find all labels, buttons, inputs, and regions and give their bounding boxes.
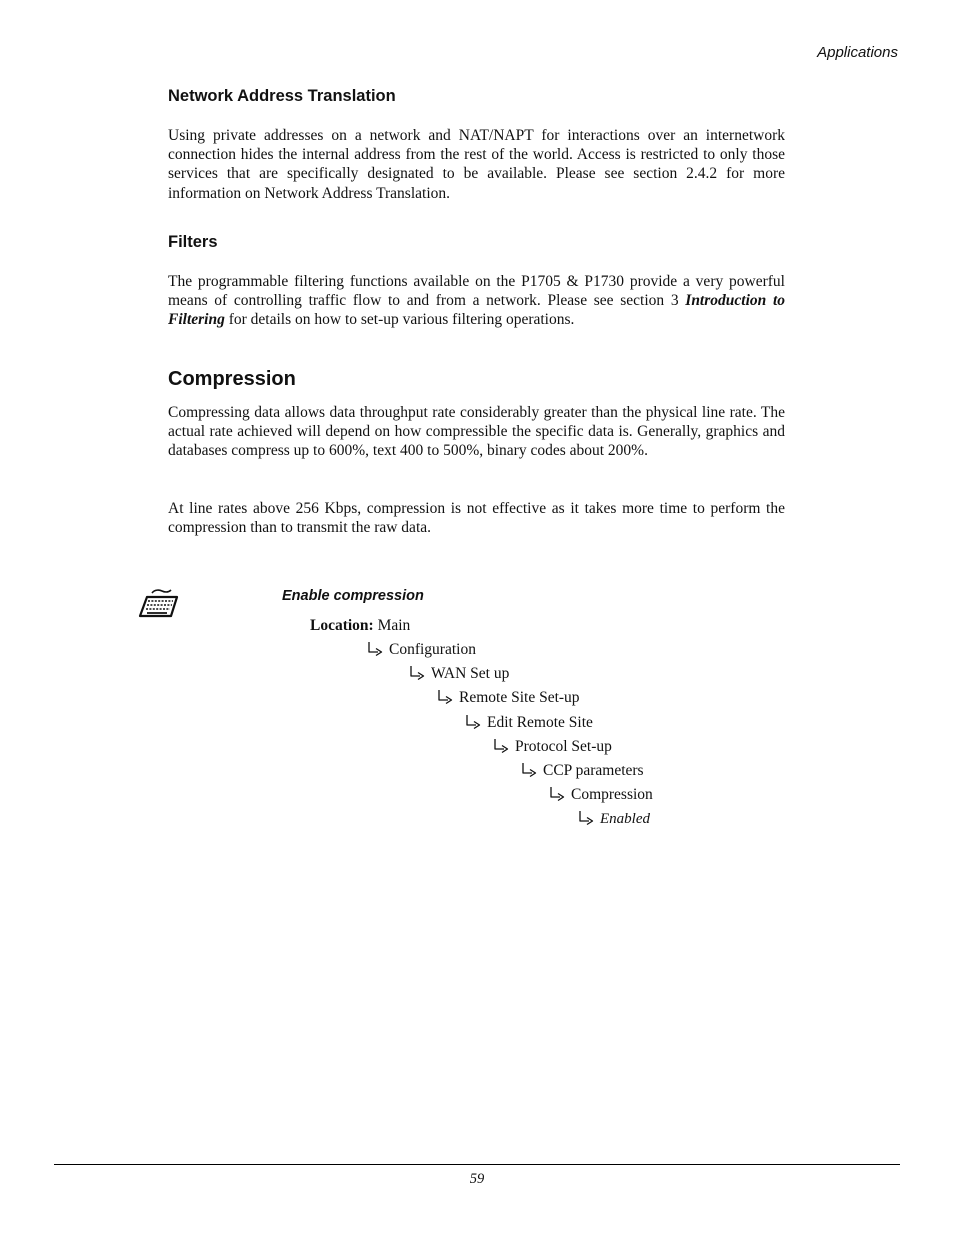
- menu-path-step: Compression: [548, 786, 653, 804]
- keyboard-icon: [138, 587, 180, 621]
- location-line: [310, 617, 410, 635]
- menu-path-step: Protocol Set-up: [492, 738, 612, 756]
- menu-path-step: WAN Set up: [408, 665, 509, 683]
- menu-path-step: Remote Site Set-up: [436, 689, 580, 707]
- menu-path-step-final: Enabled: [577, 810, 650, 828]
- menu-arrow-icon: [520, 762, 538, 780]
- nat-paragraph: Using private addresses on a network and NAT/NAPT for interactions over an internetwork connection hides the internal address from the rest of the world. Access is restricted to only those services that are specifically designated to be available. Please see section 2.4.2 for more information on Network Address Translation.: [168, 127, 785, 202]
- menu-arrow-icon: [366, 641, 384, 659]
- menu-path-step: Configuration: [366, 641, 476, 659]
- filtering-section-reference: Introduction to Filtering: [168, 292, 785, 329]
- running-header: Applications: [817, 44, 898, 61]
- compression-paragraph-2: At line rates above 256 Kbps, compression is not effective as it takes more time to perform the compression than to transmit the raw data.: [168, 500, 785, 537]
- filters-text-after: for details on how to set-up various filtering operations.: [224, 311, 575, 329]
- compression-heading: Compression: [168, 368, 296, 390]
- filters-text-before: The programmable filtering functions available on the P1705 & P1730 provide a very powerful means of controlling traffic flow to and from a network. Please see section 3: [168, 273, 785, 310]
- menu-arrow-icon: [548, 786, 566, 804]
- menu-arrow-icon: [464, 714, 482, 732]
- compression-paragraph-1: Compressing data allows data throughput rate considerably greater than the physical line rate. The actual rate achieved will depend on how compressible the specific data is. Generally, graphics and databases compress up to 600%, text 400 to 500%, binary codes about 200%.: [168, 404, 785, 460]
- menu-arrow-icon: [492, 738, 510, 756]
- footer-rule: [54, 1164, 900, 1165]
- location-root: Main: [377, 617, 411, 634]
- menu-arrow-icon: [436, 689, 454, 707]
- filters-paragraph: [168, 272, 785, 330]
- location-label: Location:: [310, 617, 374, 634]
- nat-heading: Network Address Translation: [168, 87, 396, 105]
- menu-path-step: Edit Remote Site: [464, 714, 593, 732]
- procedure-title: Enable compression: [282, 588, 424, 604]
- menu-path-step: CCP parameters: [520, 762, 644, 780]
- page-number: 59: [469, 1171, 485, 1187]
- menu-arrow-icon: [577, 810, 595, 828]
- filters-heading: Filters: [168, 233, 218, 251]
- menu-arrow-icon: [408, 665, 426, 683]
